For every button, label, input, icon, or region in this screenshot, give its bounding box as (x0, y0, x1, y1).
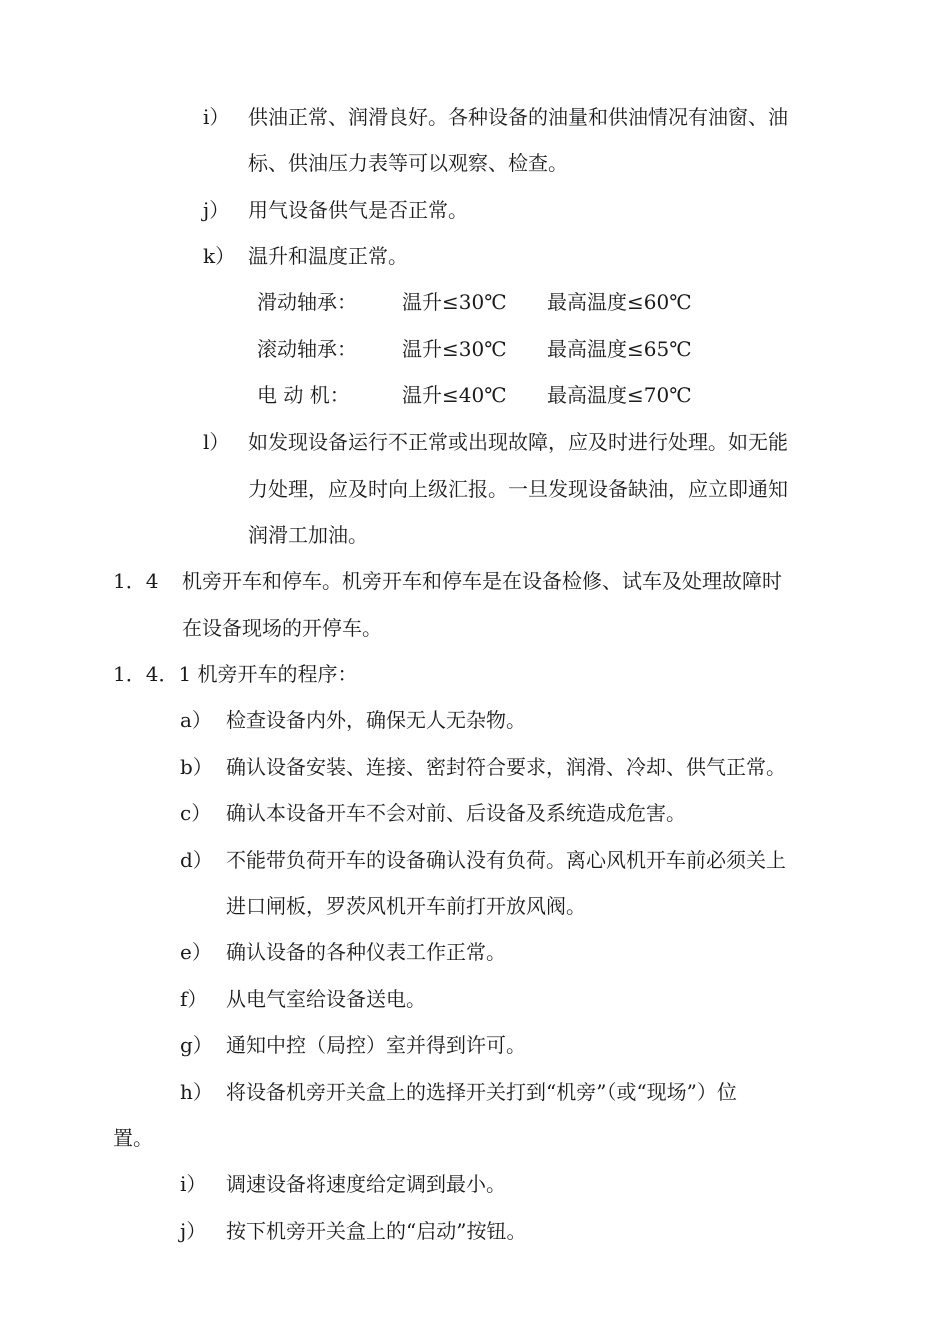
step-c-text: 确认本设备开车不会对前、后设备及系统造成危害。 (226, 801, 686, 825)
temp-row-max: 最高温度≤60℃ (547, 290, 692, 314)
step-j-text: 按下机旁开关盒上的“启动”按钮。 (226, 1219, 527, 1243)
step-i-marker: i） (180, 1172, 207, 1196)
step-h-text: 将设备机旁开关盒上的选择开关打到“机旁”（或“现场”）位 (226, 1080, 737, 1104)
temp-row-motor (257, 381, 717, 409)
step-e-marker: e） (180, 940, 212, 964)
temp-row-sliding-bearing (257, 288, 717, 316)
step-h-marker: h） (180, 1080, 213, 1104)
temp-row-rolling-bearing (257, 335, 717, 363)
section-1-4-text-line2: 在设备现场的开停车。 (182, 616, 382, 640)
section-1-4-text-line1: 机旁开车和停车。机旁开车和停车是在设备检修、试车及处理故障时 (182, 569, 782, 593)
step-a-marker: a） (180, 708, 212, 732)
step-f-marker: f） (180, 987, 208, 1011)
step-a-text: 检查设备内外，确保无人无杂物。 (226, 708, 526, 732)
temp-row-name: 电 动 机： (257, 383, 350, 407)
step-f-text: 从电气室给设备送电。 (226, 987, 426, 1011)
item-k-text: 温升和温度正常。 (248, 244, 408, 268)
temp-row-name: 滑动轴承： (257, 290, 357, 314)
step-d-text: 不能带负荷开车的设备确认没有负荷。离心风机开车前必须关上 (226, 848, 786, 872)
step-b-text: 确认设备安装、连接、密封符合要求，润滑、冷却、供气正常。 (226, 755, 786, 779)
item-i-text-line1: 供油正常、润滑良好。各种设备的油量和供油情况有油窗、油 (248, 105, 788, 129)
item-j-text: 用气设备供气是否正常。 (248, 198, 468, 222)
step-d-marker: d） (180, 848, 213, 872)
item-k-marker: k） (203, 244, 236, 268)
section-1-4-1-heading: 1．4．1 机旁开车的程序： (113, 662, 358, 686)
temp-row-name: 滚动轴承： (257, 337, 357, 361)
temp-row-rise: 温升≤40℃ (402, 383, 507, 407)
step-b-marker: b） (180, 755, 213, 779)
step-j-marker: j） (180, 1219, 207, 1243)
item-j-marker: j） (203, 198, 230, 222)
item-l-text-line2: 力处理，应及时向上级汇报。一旦发现设备缺油，应立即通知 (248, 477, 788, 501)
step-g-marker: g） (180, 1033, 213, 1057)
step-g-text: 通知中控（局控）室并得到许可。 (226, 1033, 526, 1057)
step-h-continuation: 置。 (113, 1126, 153, 1150)
temp-row-rise: 温升≤30℃ (402, 290, 507, 314)
item-l-text-line3: 润滑工加油。 (248, 523, 368, 547)
step-e-text: 确认设备的各种仪表工作正常。 (226, 940, 506, 964)
item-l-marker: l） (203, 430, 230, 454)
step-c-marker: c） (180, 801, 212, 825)
temp-row-max: 最高温度≤65℃ (547, 337, 692, 361)
step-d-continuation: 进口闸板，罗茨风机开车前打开放风阀。 (226, 894, 586, 918)
item-l-text-line1: 如发现设备运行不正常或出现故障，应及时进行处理。如无能 (248, 430, 788, 454)
section-1-4-number: 1．4 (113, 569, 159, 593)
temp-row-max: 最高温度≤70℃ (547, 383, 692, 407)
temp-row-rise: 温升≤30℃ (402, 337, 507, 361)
step-i-text: 调速设备将速度给定调到最小。 (226, 1172, 506, 1196)
item-i-marker: i） (203, 105, 230, 129)
item-i-text-line2: 标、供油压力表等可以观察、检查。 (248, 151, 568, 175)
